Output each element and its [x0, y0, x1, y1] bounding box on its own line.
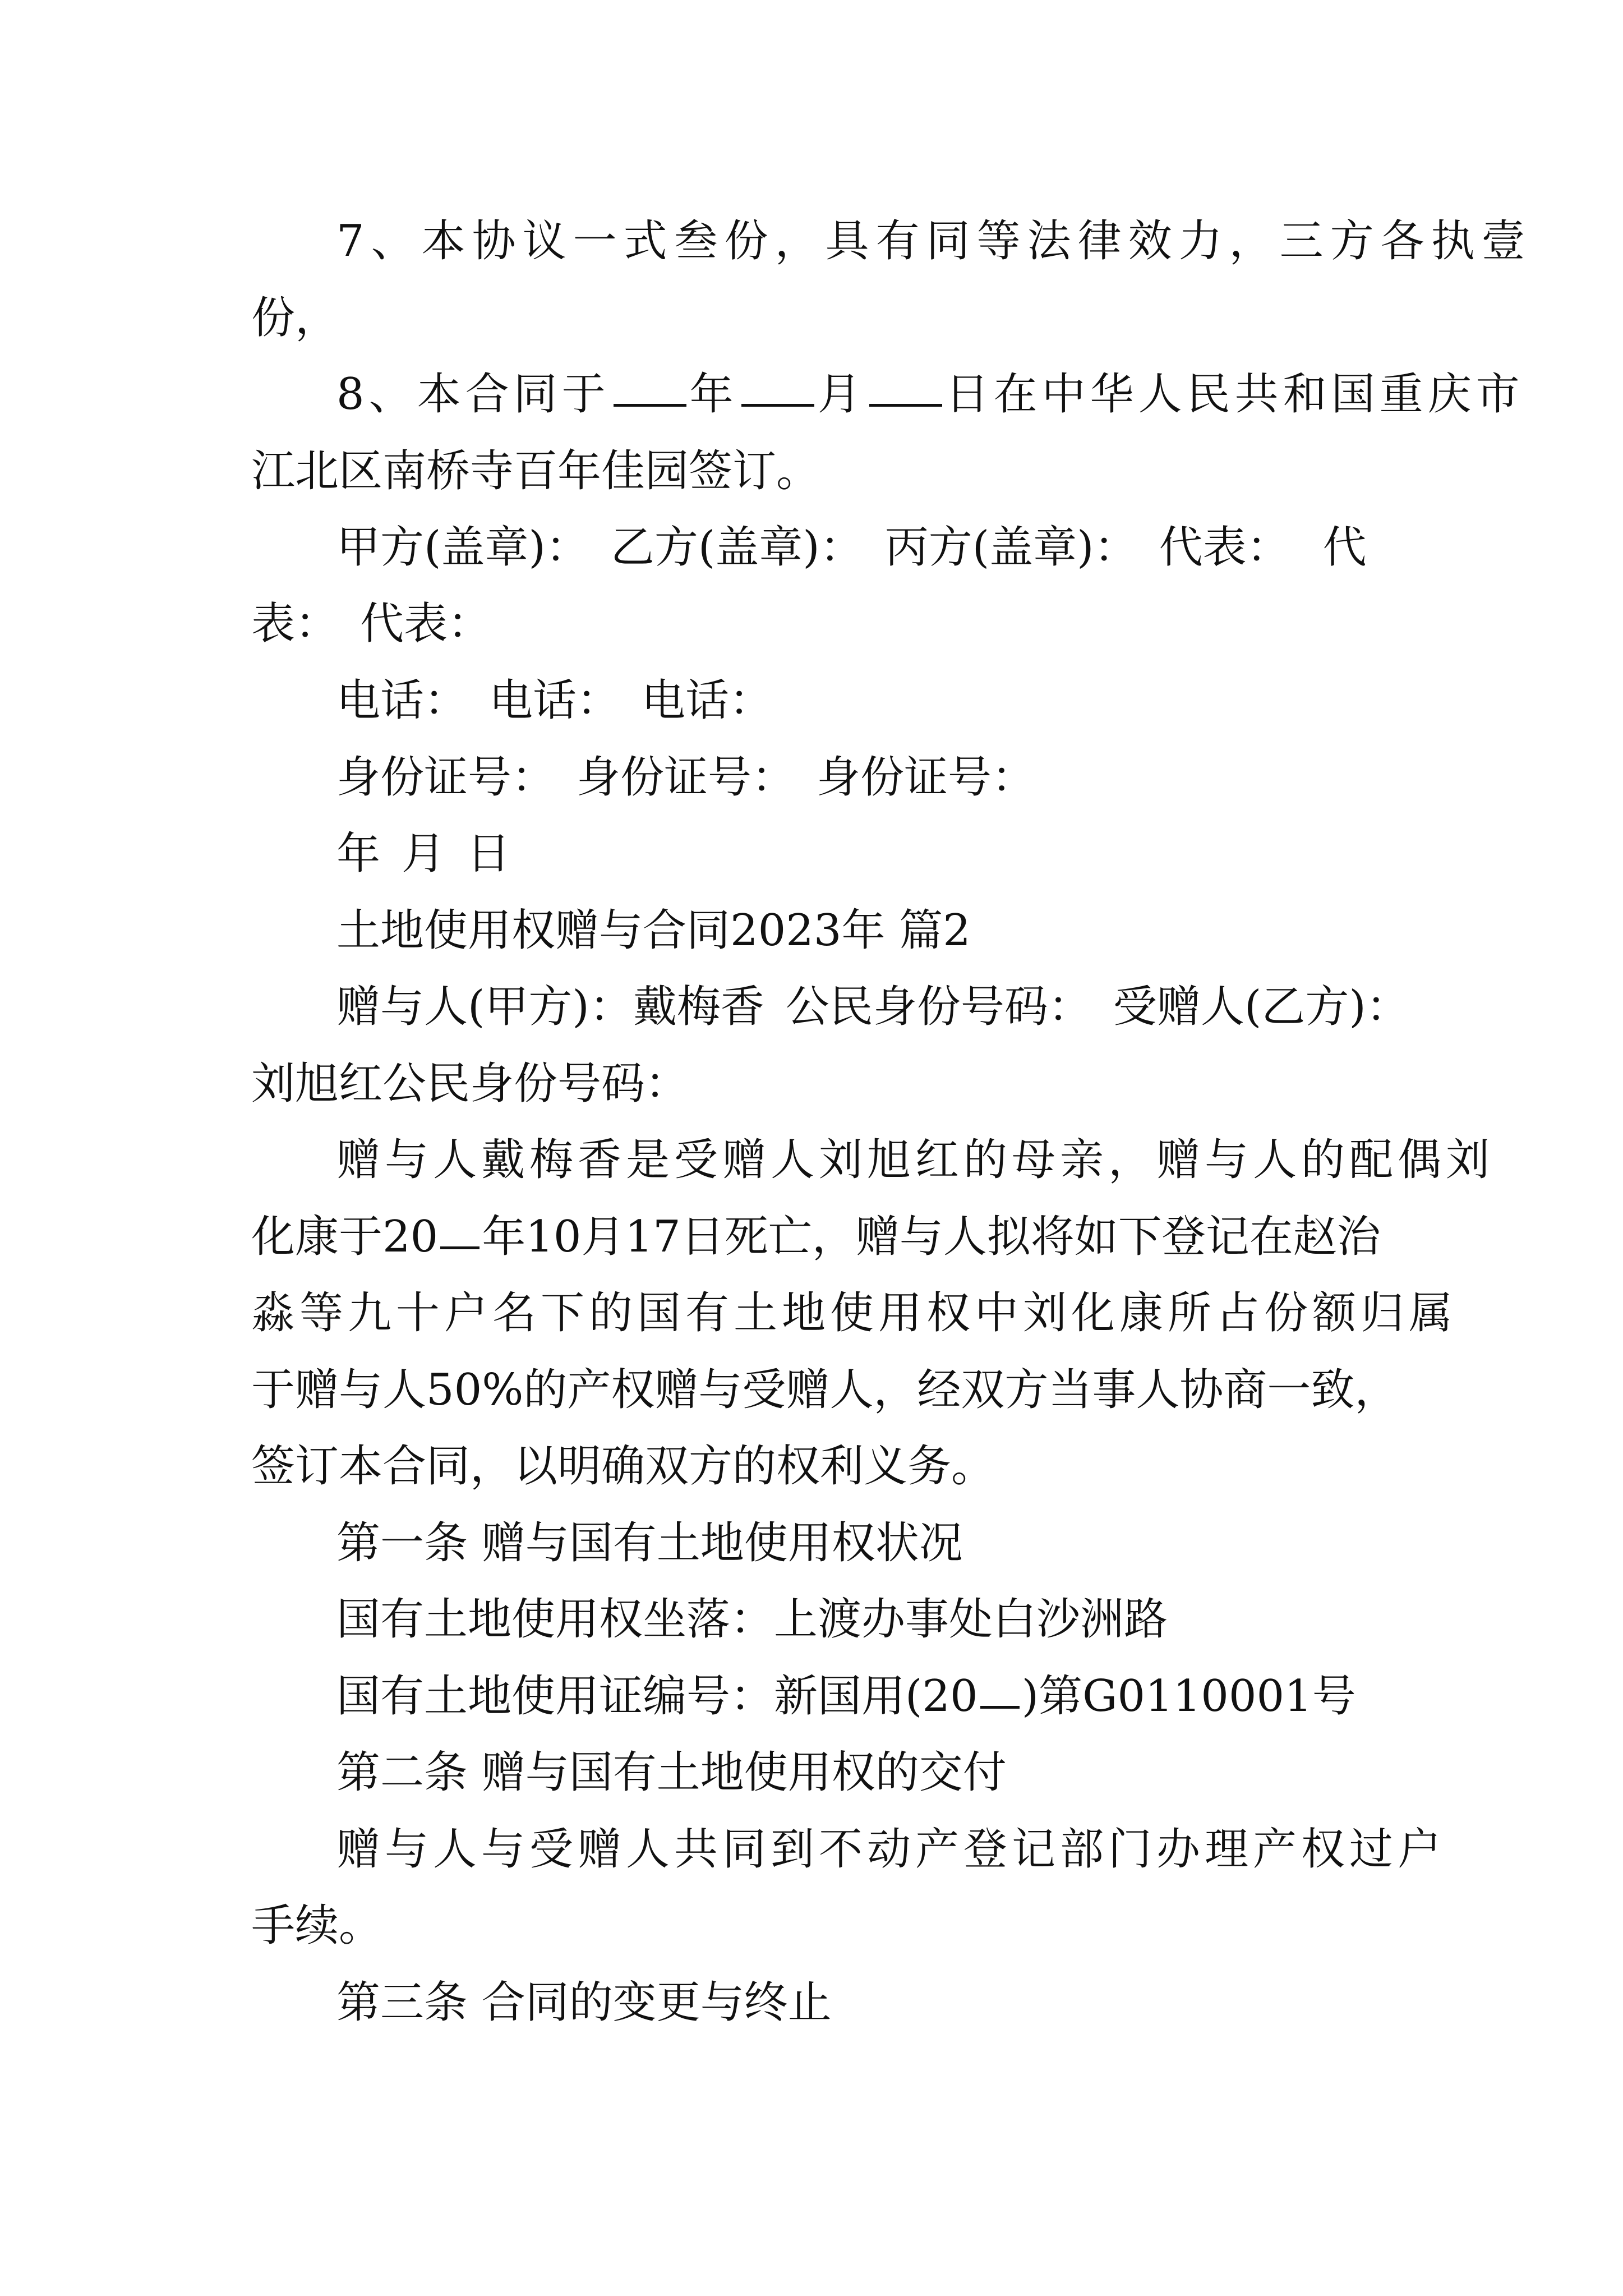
donor-line-2: [251, 1053, 689, 1115]
date-month: 月: [402, 829, 446, 879]
phone-c: 电话：: [642, 675, 773, 726]
signature-line-2: [251, 593, 491, 655]
certificate-suffix: )第G0110001号: [1021, 1671, 1356, 1722]
donor-name: 赠与人(甲方)：戴梅香: [336, 982, 764, 1032]
certificate-prefix: 国有土地使用证编号：新国用(20: [336, 1671, 978, 1722]
donor-line-1: [336, 976, 1410, 1038]
para-1-text-2b: 年10月17日死亡，赠与人拟将如下登记在赵治: [482, 1212, 1381, 1262]
clause-8-suffix: 日在中华人民共和国重庆市: [945, 369, 1524, 420]
para-1-line-5: [251, 1435, 995, 1497]
clause-8-month: 月: [817, 369, 866, 420]
clause-7-line-1: [336, 210, 1532, 272]
id-a: 身份证号：: [336, 752, 556, 803]
article-1-certificate: [336, 1665, 1356, 1727]
para-1-text-5: 签订本合同，以明确双方的权利义务。: [251, 1441, 995, 1492]
phone-a: 电话：: [336, 675, 468, 726]
para-1-text-2a: 化康于20: [251, 1212, 439, 1262]
clause-8-prefix: 8、本合同于: [336, 369, 610, 420]
date-day: 日: [467, 829, 511, 879]
article-2-line-2: [251, 1895, 382, 1957]
representative-b-start: 代: [1322, 522, 1367, 573]
article-3-title: [336, 1972, 832, 2033]
year-blank: [614, 371, 686, 407]
article-2-title-text: 第二条 赠与国有土地使用权的交付: [336, 1747, 1007, 1798]
article-1-title-text: 第一条 赠与国有土地使用权状况: [336, 1518, 963, 1568]
month-blank: [741, 371, 814, 407]
donee-name: 刘旭红公民身份号码：: [251, 1059, 689, 1109]
year-suffix-blank: [440, 1214, 479, 1249]
article-3-title-text: 第三条 合同的变更与终止: [336, 1977, 832, 2028]
representative-c: 代表：: [360, 599, 492, 649]
para-1-line-4: [251, 1359, 1398, 1421]
clause-7-text-cont: 份，: [251, 293, 339, 343]
section-title-text: 土地使用权赠与合同2023年 篇2: [336, 905, 971, 956]
phone-b: 电话：: [489, 675, 621, 726]
article-2-text-2: 手续。: [251, 1901, 383, 1951]
phone-line: [336, 670, 773, 731]
article-2-title: [336, 1742, 1007, 1803]
clause-8-year: 年: [689, 369, 738, 420]
clause-8-location: 江北区南桥寺百年佳园签订。: [251, 446, 820, 496]
representative-a: 代表：: [1159, 522, 1290, 573]
date-year: 年: [336, 829, 381, 879]
party-b-seal: 乙方(盖章)：: [610, 522, 864, 573]
clause-8-line-2: [251, 440, 820, 502]
representative-b-end: 表：: [251, 599, 339, 649]
article-2-line-1: [336, 1819, 1446, 1880]
id-c: 身份证号：: [817, 752, 1036, 803]
article-1-location-text: 国有土地使用权坐落：上渡办事处白沙洲路: [336, 1594, 1168, 1645]
para-1-line-3: [251, 1282, 1457, 1344]
donee-label: 受赠人(乙方)：: [1113, 982, 1410, 1032]
id-b: 身份证号：: [577, 752, 796, 803]
donor-id-label: 公民身份号码：: [785, 982, 1092, 1032]
para-1-text-1: 赠与人戴梅香是受赠人刘旭红的母亲，赠与人的配偶刘: [336, 1135, 1495, 1185]
party-a-seal: 甲方(盖章)：: [336, 522, 589, 573]
clause-7-line-2: [251, 287, 339, 349]
para-1-line-1: [336, 1129, 1494, 1191]
para-1-text-3: 淼等九十户名下的国有土地使用权中刘化康所占份额归属: [251, 1288, 1458, 1338]
signature-line-1: [336, 517, 1367, 578]
id-line: [336, 747, 1035, 808]
article-1-title: [336, 1512, 963, 1574]
certificate-year-blank: [980, 1673, 1020, 1709]
para-1-line-2: [251, 1206, 1381, 1268]
para-1-text-4: 于赠与人50%的产权赠与受赠人，经双方当事人协商一致，: [251, 1365, 1399, 1415]
day-blank: [869, 371, 942, 407]
section-title: [336, 900, 971, 961]
article-2-text-1: 赠与人与受赠人共同到不动产登记部门办理产权过户: [336, 1824, 1446, 1875]
party-c-seal: 丙方(盖章)：: [884, 522, 1138, 573]
clause-8-line-1: [336, 364, 1524, 425]
clause-7-text: 7、本协议一式叁份，具有同等法律效力，三方各执壹: [336, 216, 1532, 266]
date-line: [336, 823, 510, 885]
article-1-location: [336, 1589, 1168, 1650]
